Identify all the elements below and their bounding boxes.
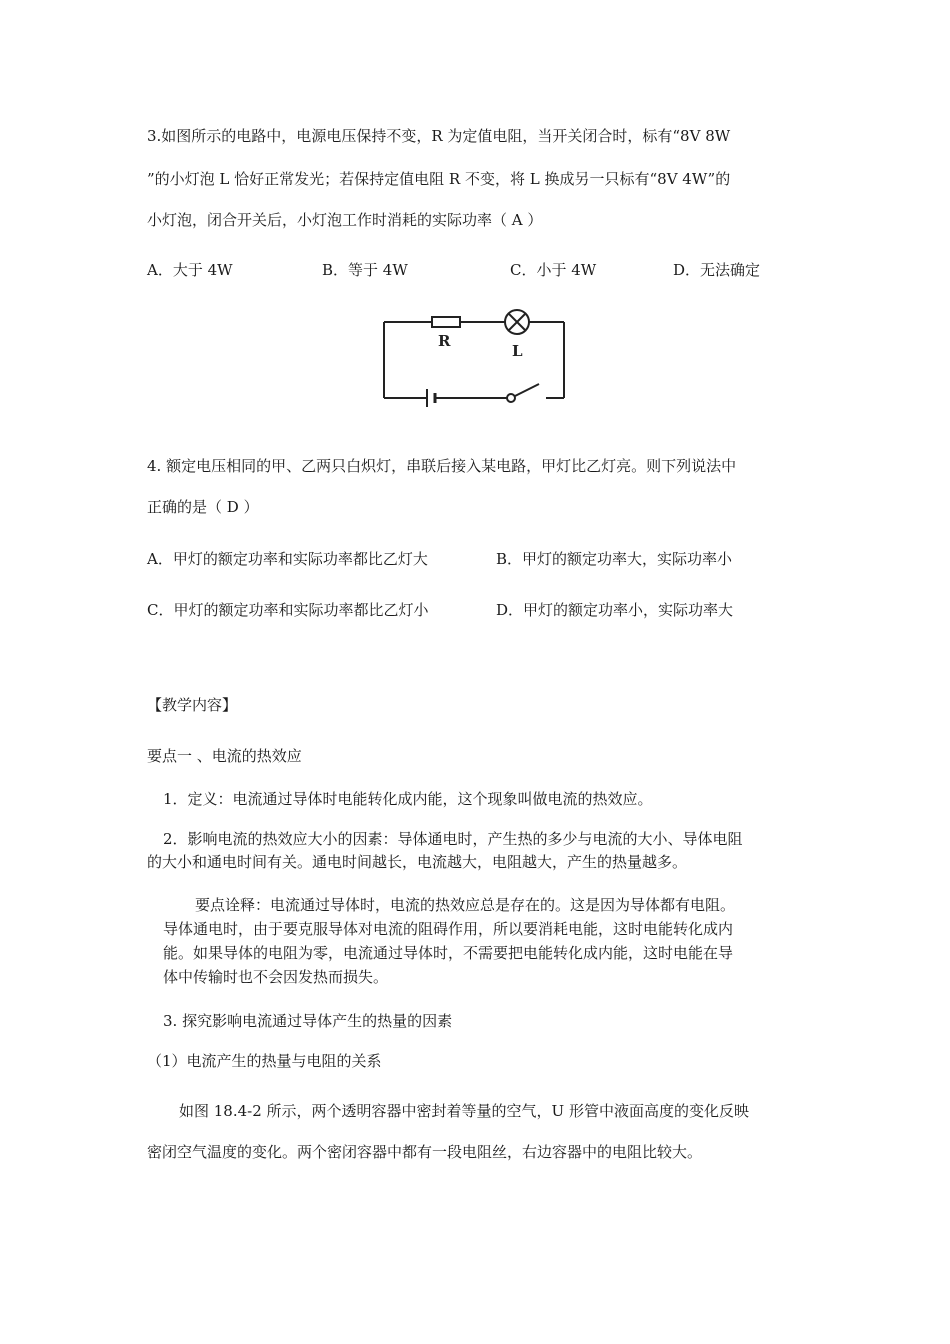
q3-line-2: ”的小灯泡 L 恰好正常发光；若保持定值电阻 R 不变，将 L 换成另一只标有“8V 4W”的	[147, 170, 731, 188]
q3-option-b: B．等于 4W	[322, 261, 408, 279]
sub-item-1: （1）电流产生的热量与电阻的关系	[147, 1052, 382, 1070]
q4-line-1: 4. 额定电压相同的甲、乙两只白炽灯，串联后接入某电路，甲灯比乙灯亮。则下列说法中	[147, 457, 737, 475]
note-line-3: 能。如果导体的电阻为零，电流通过导体时，不需要把电能转化成内能，这时电能在导	[163, 944, 734, 962]
resistor-r	[432, 317, 460, 327]
q3-line-1: 3.如图所示的电路中，电源电压保持不变，R 为定值电阻，当开关闭合时，标有“8V 8W	[147, 127, 731, 145]
q4-line-2: 正确的是（ D ）	[147, 498, 259, 516]
item-2-line-1: 2．影响电流的热效应大小的因素：导体通电时，产生热的多少与电流的大小、导体电阻	[163, 830, 743, 848]
q4-option-b: B．甲灯的额定功率大，实际功率小	[496, 550, 733, 568]
switch-pivot	[507, 394, 515, 402]
q4-option-a: A．甲灯的额定功率和实际功率都比乙灯大	[147, 550, 428, 568]
switch-blade	[515, 384, 539, 396]
label-l: L	[512, 342, 523, 360]
item-2-line-2: 的大小和通电时间有关。通电时间越长，电流越大，电阻越大，产生的热量越多。	[147, 853, 688, 871]
paragraph-line-2: 密闭空气温度的变化。两个密闭容器中都有一段电阻丝，右边容器中的电阻比较大。	[147, 1143, 703, 1161]
q3-option-a: A．大于 4W	[147, 261, 233, 279]
q3-option-c: C．小于 4W	[510, 261, 597, 279]
paragraph-line-1: 如图 18.4-2 所示，两个透明容器中密封着等量的空气，U 形管中液面高度的变化反映	[179, 1102, 749, 1120]
note-line-2: 导体通电时，由于要克服导体对电流的阻碍作用，所以要消耗电能，这时电能转化成内	[163, 920, 734, 938]
q4-option-d: D．甲灯的额定功率小，实际功率大	[496, 601, 734, 619]
label-r: R	[438, 332, 451, 350]
q3-line-3: 小灯泡，闭合开关后，小灯泡工作时消耗的实际功率（ A ）	[147, 211, 543, 229]
q3-option-d: D．无法确定	[673, 261, 761, 279]
item-3: 3. 探究影响电流通过导体产生的热量的因素	[163, 1012, 453, 1030]
teaching-heading: 【教学内容】	[147, 696, 238, 714]
note-line-1: 要点诠释：电流通过导体时，电流的热效应总是存在的。这是因为导体都有电阻。	[195, 896, 736, 914]
circuit-diagram	[376, 305, 572, 417]
key-point-1: 要点一 、电流的热效应	[147, 747, 302, 765]
item-1-definition: 1．定义：电流通过导体时电能转化成内能，这个现象叫做电流的热效应。	[163, 790, 653, 808]
q4-option-c: C．甲灯的额定功率和实际功率都比乙灯小	[147, 601, 429, 619]
note-line-4: 体中传输时也不会因发热而损失。	[163, 968, 389, 986]
